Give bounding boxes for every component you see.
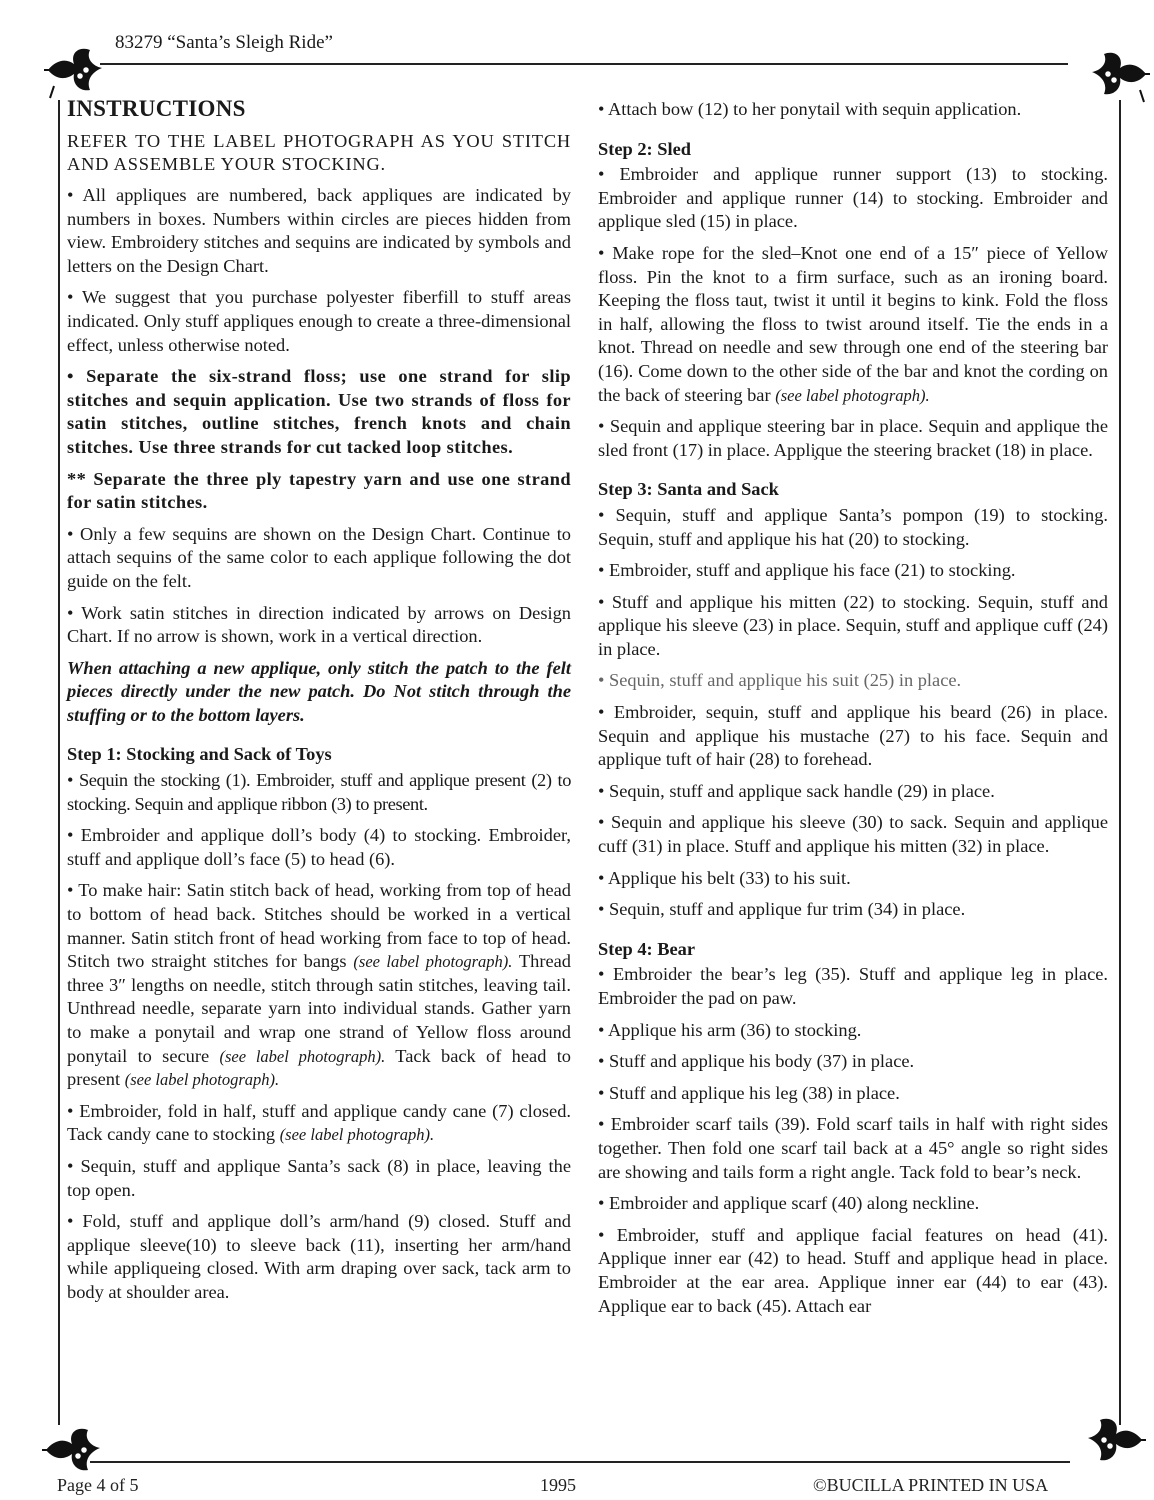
holly-icon-bottom-left [38,1420,128,1480]
step-2-item: • Embroider and applique runner support (13) to stocking. Embroider and applique runner (14) to stocking. Embroider and applique sled (15) in place. [598,164,1108,232]
text-run: • Embroider, fold in half, stuff and applique candy cane (7) closed. Tack candy cane to stocking [67,1100,571,1145]
yarn-instructions: ** Separate the three ply tapestry yarn and use one strand for satin stitches. [67,468,571,513]
left-rule [58,100,60,1425]
instructions-heading: INSTRUCTIONS [67,96,246,121]
holly-icon-top-left [40,40,130,100]
photo-note: (see label photograph). [279,1125,435,1145]
photo-note: (see label photograph). [219,1046,386,1066]
step-1-item: • Sequin the stocking (1). Embroider, stuff and applique present (2) to stocking. Sequin and applique ribbon (3) to present. [67,770,571,814]
step-3-heading: Step 3: Santa and Sack [598,479,779,500]
step-3-item: • Sequin, stuff and applique sack handle (29) in place. [598,780,995,801]
step-4-item: • Embroider scarf tails (39). Fold scarf tails in half with right sides together. Then fold one scarf tail back at a 45° angle so right sides are showing and tails form a right angle. Tack fold to bear’s neck. [598,1114,1108,1182]
step-2-item: • Sequin and applique steering bar in place. Sequin and applique the sled front (17) in place. Appli̧que the steering bracket (18) in place. [598,416,1108,460]
refer-notice: REFER TO THE LABEL PHOTOGRAPH AS YOU STITCH AND ASSEMBLE YOUR STOCKING. [67,131,571,174]
step-3-item: • Embroider, stuff and applique his face (21) to stocking. [598,560,1016,581]
step-3-item: • Embroider, sequin, stuff and applique his beard (26) in place. Sequin and applique his mustache (27) to his face. Sequin and applique tuft of hair (28) to forehead. [598,702,1108,770]
photo-note: (see label photograph). [353,952,513,972]
copyright: ©BUCILLA PRINTED IN USA [813,1475,1049,1495]
left-column [67,96,571,1313]
paragraph: • We suggest that you purchase polyester fiberfill to stuff areas indicated. Only stuff appliques enough to create a three-dimensional effect, unless otherwise noted. [67,287,571,355]
paragraph: • Attach bow (12) to her ponytail with sequin application. [598,99,1022,119]
step-4-item: • Stuff and applique his body (37) in place. [598,1051,915,1072]
step-1-item: • Sequin, stuff and applique Santa’s sack (8) in place, leaving the top open. [67,1155,571,1200]
paragraph: • Only a few sequins are shown on the Design Chart. Continue to attach sequins of the same color to each applique following the dot guide on the felt. [67,523,571,591]
bottom-rule [90,1461,1070,1463]
step-4-item: • Embroider, stuff and applique facial features on head (41). Applique inner ear (42) to head. Stuff and applique head in place. Embroider at the ear area. Applique inner ear (44) to ear (43). Applique ear to back (45). Attach ear [598,1224,1108,1316]
step-1-item [67,1100,571,1147]
right-rule [1119,100,1121,1425]
step-1-heading: Step 1: Stocking and Sack of Toys [67,744,332,765]
step-2-heading: Step 2: Sled [598,138,691,159]
step-1-item: • Embroider and applique doll’s body (4) to stocking. Embroider, stuff and applique doll’s face (5) to head (6). [67,825,571,869]
paragraph: • All appliques are numbered, back appliques are indicated by numbers in boxes. Numbers within circles are pieces hidden from view. Embroidery stitches and sequins are indicated by symbols and letters on the Design Chart. [67,185,571,276]
step-4-item: • Applique his arm (36) to stocking. [598,1019,862,1040]
page-number: Page 4 of 5 [57,1475,139,1495]
text-run: • Make rope for the sled–Knot one end of a 15″ piece of Yellow floss. Pin the knot to a firm surface, such as an ironing board. Keeping the floss taut, twist it until it begins to kink. Fold the floss in half, allowing the floss to twist around itself. Tie the ends in a knot. Thread on needle and sew through one end of the steering bar (16). Come down to the other side of the bar and knot the cording on the back of steering bar [598,242,1108,405]
step-3-item: • Sequin, stuff and applique Santa’s pompon (19) to stocking. Sequin, stuff and applique his hat (20) to stocking. [598,504,1108,549]
step-3-item: • Sequin, stuff and applique his suit (25) in place. [598,670,962,691]
step-2-item-rope [598,242,1108,407]
step-1-item: • Fold, stuff and applique doll’s arm/hand (9) closed. Stuff and applique sleeve(10) to sleeve back (11), inserting her arm/hand while appliqueing closed. With arm draping over sack, tack arm to body at shoulder area. [67,1211,571,1302]
holly-icon-bottom-right [1060,1410,1150,1470]
holly-icon-top-right [1064,44,1154,104]
step-3-item: • Sequin, stuff and applique fur trim (34) in place. [598,899,966,920]
step-1-item-hair [67,879,571,1091]
text-run: Tack back of head to present [67,1045,571,1090]
step-4-item: • Stuff and applique his leg (38) in place. [598,1082,900,1103]
text-run: • To make hair: Satin stitch back of head, working from top of head to bottom of head back. Stitches should be worked in a vertical manner. Satin stitch front of head working from face to top of head. Stitch two straight stitches for bangs [67,880,571,972]
right-column [598,98,1108,1326]
step-3-item: • Stuff and applique his mitten (22) to stocking. Sequin, stuff and applique his sleeve (23) in place. Sequin, stuff and applique cuff (24) in place. [598,591,1108,659]
step-3-item: • Applique his belt (33) to his suit. [598,867,851,888]
step-3-item: • Sequin and applique his sleeve (30) to sack. Sequin and applique cuff (31) in place. Stuff and applique his mitten (32) in place. [598,812,1108,857]
floss-instructions: • Separate the six-strand floss; use one strand for slip stitches and sequin application. Use two strands of floss for satin stitches, outline stitches, french knots and chain stitches. Use three strands for cut tacked loop stitches. [67,366,571,457]
year: 1995 [540,1475,576,1495]
applique-warning: When attaching a new applique, only stitch the patch to the felt pieces directly under the new patch. Do Not stitch through the stuffing or to the bottom layers. [67,657,571,725]
text-run: Thread three 3″ lengths on needle, stitch through satin stitches, leaving tail. Unthread needle, separate yarn into individual stands. Gather yarn to make a ponytail and wrap one strand of Yellow floss around ponytail to secure [67,951,572,1066]
paragraph: • Work satin stitches in direction indicated by arrows on Design Chart. If no arrow is shown, work in a vertical direction. [67,602,571,647]
document-title: 83279 “Santa’s Sleigh Ride” [115,32,333,53]
photo-note: (see label photograph). [775,385,930,405]
step-4-heading: Step 4: Bear [598,938,696,959]
top-rule [100,63,1068,65]
photo-note: (see label photograph). [124,1070,280,1090]
step-4-item: • Embroider the bear’s leg (35). Stuff and applique leg in place. Embroider the pad on paw. [598,964,1108,1008]
step-4-item: • Embroider and applique scarf (40) along neckline. [598,1193,980,1214]
